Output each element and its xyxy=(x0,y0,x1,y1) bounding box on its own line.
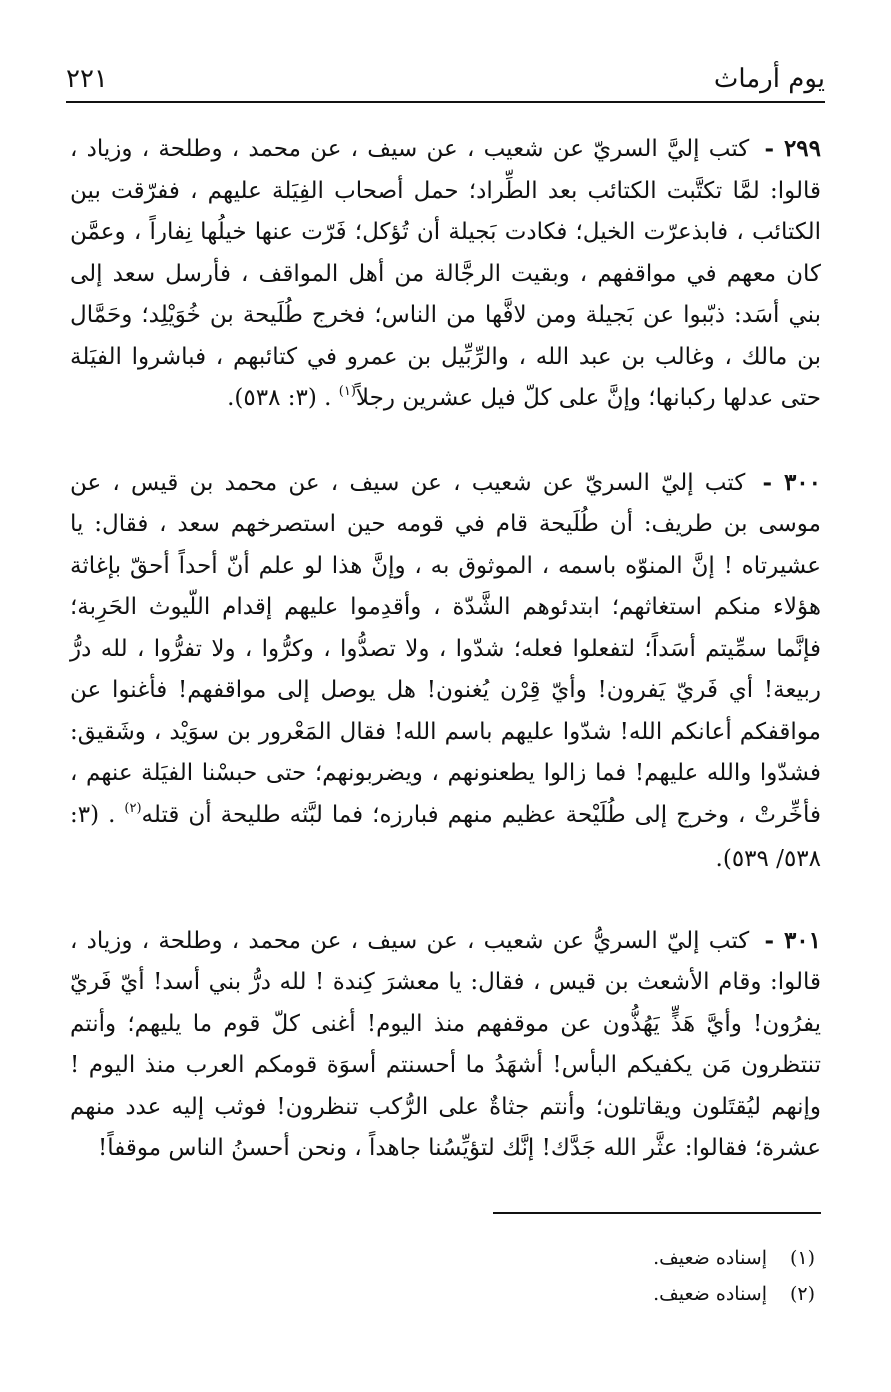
paragraph-number: ٣٠٠ - xyxy=(762,468,821,496)
footnote-separator xyxy=(493,1212,821,1214)
paragraph-text: كتب إليّ السريُّ عن شعيب ، عن سيف ، عن محمد ، وطلحة ، وزياد ، قالوا: وقام الأشعث بن قيس ، فقال: يا معشرَ كِندة ! لله درُّ بني أسد! أيّ فَريّ يفرُون! وأيَّ هَذٍّ يَهُذُّون عن موقفهم منذ اليوم! أغنى كلّ قوم ما يليهم؛ وأنتم تنتظرون مَن يكفيكم البأس! أشهَدُ ما أحسنتم أسوَة قومكم العرب منذ اليوم ! وإنهم ليُقتَلون ويقاتلون؛ وأنتم جثاةٌ على الرُّكب تنظرون! فوثب إليه عدد منهم عشرة؛ فقالوا: عثَّر الله جَدَّك! إنَّك لتؤيِّسُنا جاهداً ، ونحن أحسنُ الناس موقفاً! xyxy=(70,927,821,1161)
chapter-title: يوم أرماث xyxy=(713,64,825,94)
page-number: ٢٢١ xyxy=(66,64,108,94)
footnote-1 xyxy=(653,1240,815,1276)
footnote-number: (٢) xyxy=(789,1283,815,1305)
paragraph-299 xyxy=(70,128,821,423)
main-text xyxy=(70,128,821,1170)
running-head xyxy=(66,58,825,96)
paragraph-number: ٣٠١ - xyxy=(764,926,821,954)
header-rule xyxy=(66,101,825,103)
paragraph-301 xyxy=(70,920,821,1170)
footnote-reference: (١) xyxy=(338,384,356,399)
footnote-reference: (٢) xyxy=(124,800,142,816)
footnotes xyxy=(653,1240,815,1312)
footnote-2 xyxy=(653,1276,815,1312)
footnote-text: إسناده ضعيف. xyxy=(653,1247,767,1269)
footnote-number: (١) xyxy=(789,1247,815,1269)
paragraph-text: كتب إليّ السريّ عن شعيب ، عن سيف ، عن محمد بن قيس ، عن موسى بن طريف: أن طُلَيحة قام في قومه حين استصرخهم سعد ، فقال: يا عشيرتاه ! إنَّ المنوّه باسمه ، الموثوق به ، وإنَّ هذا لو علم أنّ أحداً أحقّ بإغاثة هؤلاء منكم استغاثهم؛ ابتدئوهم الشَّدّة ، وأقدِموا عليهم إقدام اللّيوث الحَرِبة؛ فإنَّما سمِّيتم أسَداً؛ لتفعلوا فعله؛ شدّوا ، ولا تصدُّوا ، وكرُّوا ، ولا تفرُّوا ، لله درُّ ربيعة! أي فَريّ يَفرون! وأيّ قِرْن يُغنون! هل يوصل إلى مواقفهم! فأغنوا عن مواقفكم أعانكم الله! شدّوا عليهم باسم الله! فقال المَعْرور بن سوَيْد ، وشَقيق: فشدّوا والله عليهم! فما زالوا يطعنونهم ، ويضربونهم؛ حتى حبسْنا الفيَلة عنهم ، فأخِّرتْ ، وخرج إلى طُلَيْحة عظيم منهم فبارزه؛ فما لبَّثه طليحة أن قتله xyxy=(70,469,821,828)
citation: . (٣: ٥٣٨). xyxy=(227,385,332,411)
paragraph-number: ٢٩٩ - xyxy=(764,135,821,162)
paragraph-300 xyxy=(70,462,821,881)
citation: . (٣: ٥٣٨/ ٥٣٩). xyxy=(70,801,821,872)
paragraph-text: كتب إليَّ السريّ عن شعيب ، عن سيف ، عن محمد ، وطلحة ، وزياد ، قالوا: لمَّا تكتَّبت الكتائب بعد الطِّراد؛ حمل أصحاب الفِيَلة عليهم ، ففرّقت بين الكتائب ، فابذعرّت الخيل؛ فكادت بَجيلة أن تُؤكل؛ فَرّت عنها خيلُها نِفاراً ، وعمَّن كان معهم في مواقفهم ، وبقيت الرجَّالة من أهل المواقف ، فأرسل سعد إلى بني أسَد: ذبّبوا عن بَجيلة ومن لافَّها من الناس؛ فخرج طُلَيحة بن خُوَيْلِد؛ وحَمَّال بن مالك ، وغالب بن عبد الله ، والرِّبِّيل بن عمرو في كتائبهم ، فباشروا الفيَلة حتى عدلها ركبانها؛ وإنَّ على كلّ فيل عشرين رجلاً xyxy=(70,136,821,411)
footnote-text: إسناده ضعيف. xyxy=(653,1283,767,1305)
